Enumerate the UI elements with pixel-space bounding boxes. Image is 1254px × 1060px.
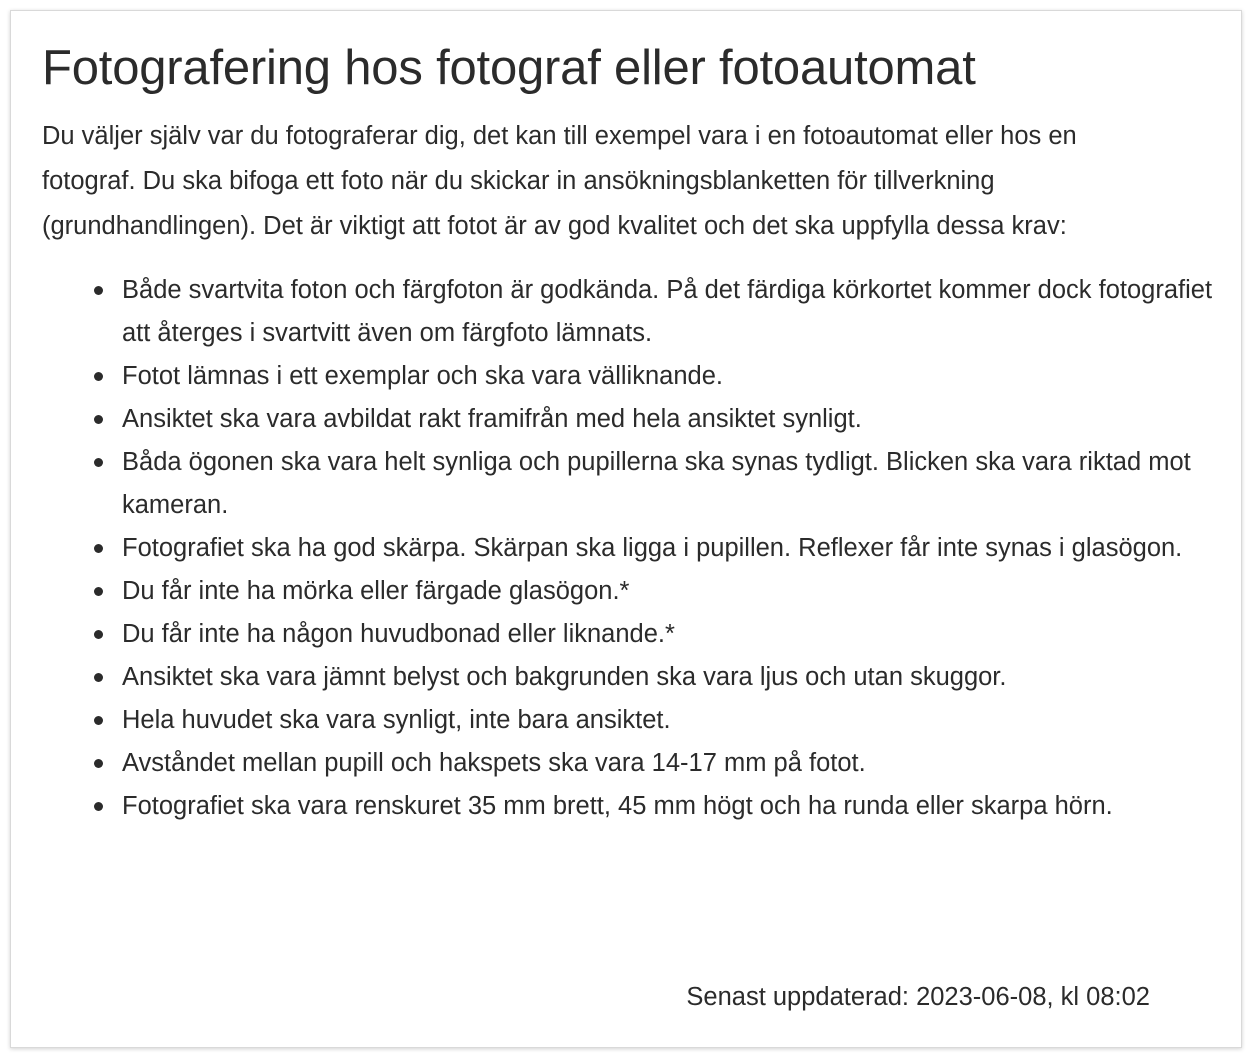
- list-item-text: Fotot lämnas i ett exemplar och ska vara välliknande.: [122, 362, 723, 390]
- list-item: [122, 570, 1232, 613]
- bullet-icon: [94, 286, 103, 295]
- bullet-icon: [94, 544, 103, 553]
- bullet-icon: [94, 415, 103, 424]
- list-item: [122, 613, 1232, 656]
- list-item-text: Du får inte ha mörka eller färgade glasögon.*: [122, 577, 630, 605]
- requirements-list: [42, 269, 1232, 828]
- list-item: [122, 699, 1232, 742]
- list-item: [122, 742, 1232, 785]
- page-title: Fotografering hos fotograf eller fotoautomat: [42, 41, 976, 95]
- list-item-text: Fotografiet ska ha god skärpa. Skärpan ska ligga i pupillen. Reflexer får inte synas i glasögon.: [122, 534, 1183, 562]
- list-item: [122, 527, 1232, 570]
- bullet-icon: [94, 587, 103, 596]
- last-updated-text: Senast uppdaterad: 2023-06-08, kl 08:02: [686, 983, 1150, 1011]
- bullet-icon: [94, 716, 103, 725]
- intro-paragraph: Du väljer själv var du fotograferar dig, det kan till exempel vara i en fotoautomat eller hos en fotograf. Du ska bifoga ett foto när du skickar in ansökningsblanketten för tillverkning (grundhandlingen). Det är viktigt att fotot är av god kvalitet och det ska uppfylla dessa krav:: [42, 122, 1077, 240]
- list-item: [122, 656, 1232, 699]
- list-item-text: Ansiktet ska vara jämnt belyst och bakgrunden ska vara ljus och utan skuggor.: [122, 663, 1007, 691]
- list-item-text: Avståndet mellan pupill och hakspets ska vara 14-17 mm på fotot.: [122, 749, 866, 777]
- bullet-icon: [94, 802, 103, 811]
- list-item: [122, 441, 1232, 527]
- list-item-text: Fotografiet ska vara renskuret 35 mm brett, 45 mm högt och ha runda eller skarpa hörn.: [122, 792, 1113, 820]
- list-item-text: Ansiktet ska vara avbildat rakt framifrån med hela ansiktet synligt.: [122, 405, 862, 433]
- list-item: [122, 398, 1232, 441]
- bullet-icon: [94, 458, 103, 467]
- bullet-icon: [94, 372, 103, 381]
- list-item: [122, 785, 1232, 828]
- bullet-icon: [94, 630, 103, 639]
- list-item-text: Hela huvudet ska vara synligt, inte bara ansiktet.: [122, 706, 671, 734]
- list-item-text: Båda ögonen ska vara helt synliga och pupillerna ska synas tydligt. Blicken ska vara riktad mot kameran.: [122, 448, 1191, 519]
- bullet-icon: [94, 759, 103, 768]
- list-item-text: Du får inte ha någon huvudbonad eller liknande.*: [122, 620, 675, 648]
- content-card: [10, 10, 1242, 1048]
- list-item-text: Både svartvita foton och färgfoton är godkända. På det färdiga körkortet kommer dock fotografiet att återges i svartvitt även om färgfoto lämnats.: [122, 276, 1213, 347]
- list-item: [122, 269, 1232, 355]
- bullet-icon: [94, 673, 103, 682]
- list-item: [122, 355, 1232, 398]
